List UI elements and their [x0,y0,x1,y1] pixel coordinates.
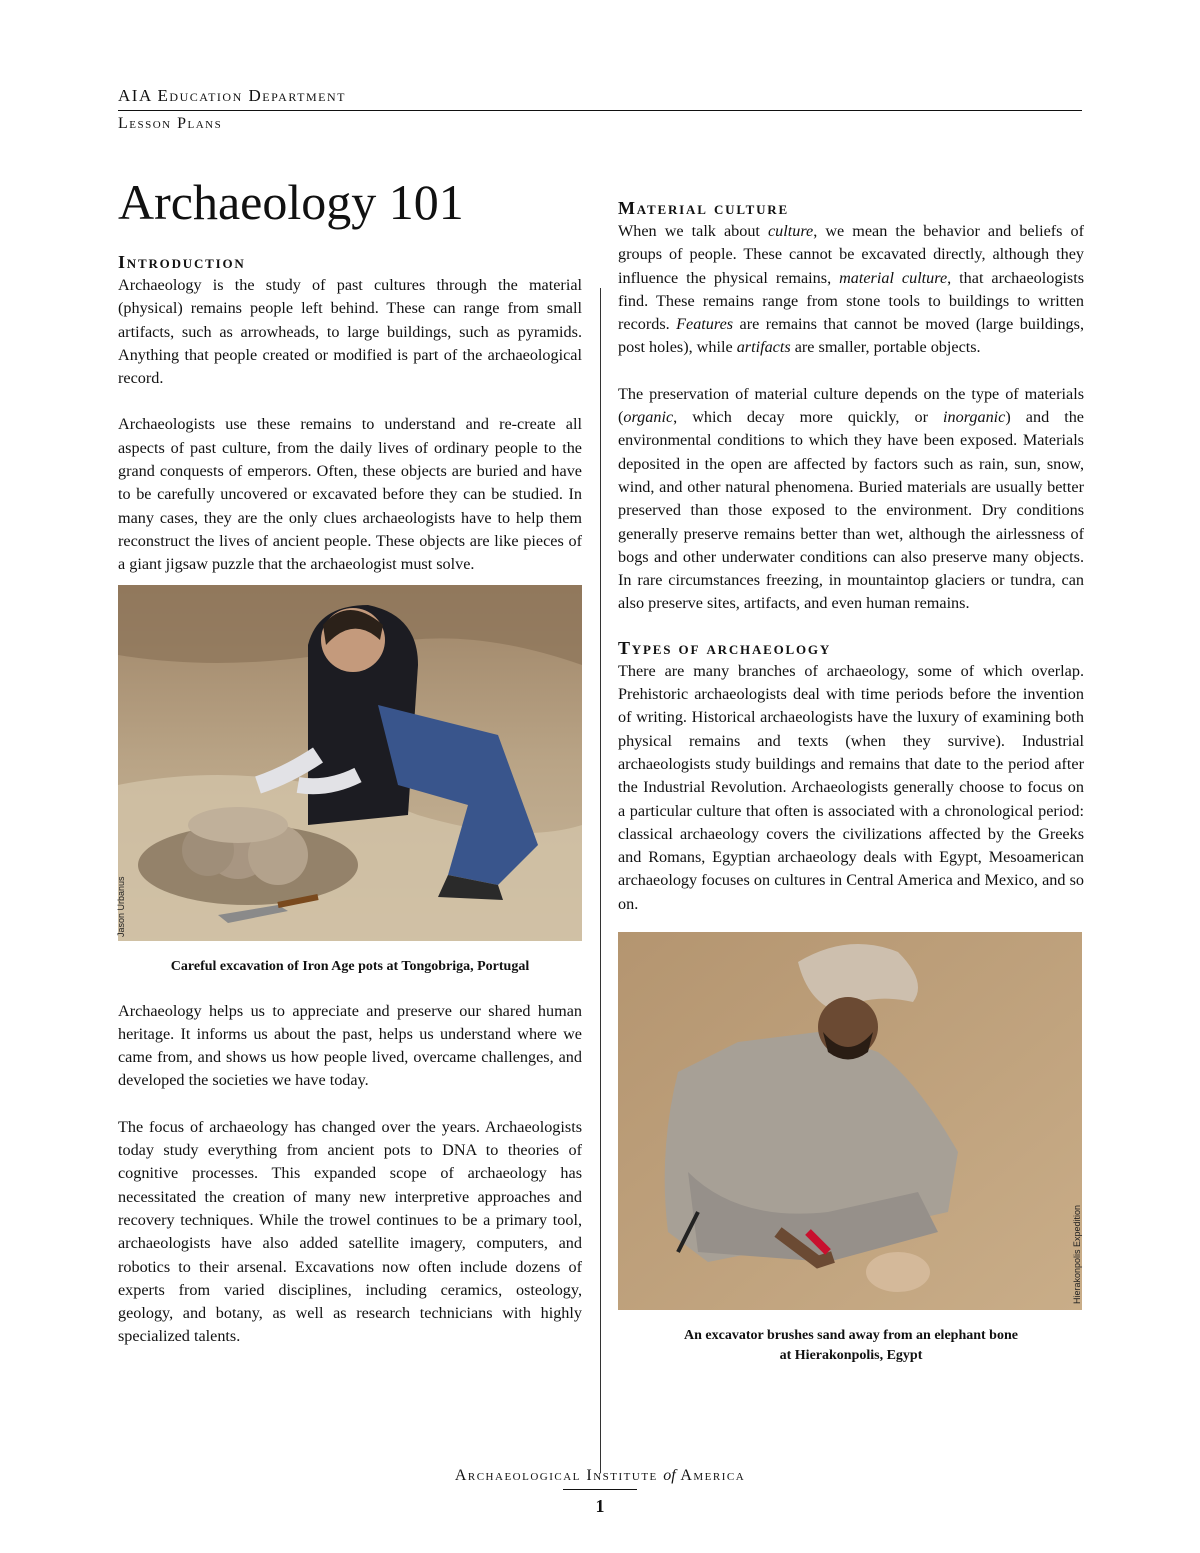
material-culture-paragraph-2: The preservation of material culture depends on the type of materials (organic, which decay more quickly, or inorganic) and the environmental conditions to which they have been exposed. Materials deposited in the open are affected by factors such as rain, sun, snow, wind, and other natural phenomena. Buried materials are usually better preserved than those exposed to the environment. Dry conditions generally preserve remains better than wet, although the airlessness of bogs and other underwater conditions can also preserve many objects. In rare circumstances freezing, in mountaintop glaciers or tundra, can also preserve sites, artifacts, and even human remains. [618,384,1084,613]
material-culture-heading: Material culture [618,198,789,218]
types-heading: Types of archaeology [618,637,832,658]
right-column [618,196,1084,1366]
photo-credit-2: Hierakonpolis Expedition [1072,1204,1082,1305]
section-label: Lesson Plans [118,115,223,132]
types-paragraph: There are many branches of archaeology, some of which overlap. Prehistoric archaeologists deal with time periods before the invention of writing. Historical archaeologists have the luxury of examining both physical remains and texts (when they survive). Industrial archaeologists study buildings and remains that date to the period after the Industrial Revolution. Archaeologists generally choose to focus on a particular culture that often is associated with a chronological period: classical archaeology covers the civilizations affected by the Greeks and Romans, Egyptian archaeology deals with Egypt, Mesoamerican archaeology focuses on cultures in Central America and Mexico, and so on. [618,661,1084,913]
left-column [118,172,582,1349]
introduction-paragraph-2: Archaeologists use these remains to understand and re-create all aspects of past culture, from the daily lives of ordinary people to the grand conquests of emperors. Often, these objects are buried and have to be carefully uncovered or excavated before they can be studied. In many cases, they are the only clues archaeologists have to help them reconstruct the lives of ancient people. These objects are like pieces of a giant jigsaw puzzle that the archaeologist must solve. [118,415,582,574]
page-footer [0,1467,1200,1517]
introduction-heading: Introduction [118,252,246,272]
photo-caption-2: An excavator brushes sand away from an elephant bone at Hierakonpolis, Egypt [684,1328,1018,1364]
left-paragraph-4: The focus of archaeology has changed over the years. Archaeologists today study everything from ancient pots to DNA to theories of cognitive processes. This expanded scope of archaeology has necessitated the creation of many new interpretive approaches and recovery techniques. While the trowel continues to be a primary tool, archaeologists have also added satellite imagery, computers, and robotics to their arsenal. Excavations now often include dozens of experts from varied disciplines, including ceramics, osteology, geology, and botany, as well as research technicians with highly specialized talents. [118,1117,582,1346]
excavator-illustration [618,932,1082,1310]
material-culture-paragraph-1: When we talk about culture, we mean the behavior and beliefs of groups of people. These cannot be excavated directly, although they influence the physical remains, material culture, that archaeologists find. These remains range from stone tools to buildings to written records. Features are remains that cannot be moved (large buildings, post holes), while artifacts are smaller, portable objects. [618,222,1085,357]
page-title: Archaeology 101 [118,174,464,230]
header-rule [118,110,1082,111]
page-header [118,86,1082,133]
excavation-photo [118,585,582,941]
excavator-photo [618,932,1082,1310]
photo-credit: Jason Urbanus [116,876,126,937]
photo-caption: Careful excavation of Iron Age pots at Tongobriga, Portugal [170,958,530,974]
left-paragraph-3: Archaeology helps us to appreciate and preserve our shared human heritage. It informs us about the past, helps us understand where we came from, and shows us how people lived, overcame challenges, and developed the societies we have today. [118,1001,582,1090]
excavation-illustration [118,585,582,941]
organization-name: Archaeological Institute of America [454,1467,746,1484]
column-divider [600,288,601,1473]
department-label: AIA Education Department [118,86,346,105]
footer-rule [563,1489,637,1490]
page-number: 1 [595,1496,605,1516]
introduction-paragraph-1: Archaeology is the study of past cultures through the material (physical) remains people left behind. These can range from small artifacts, such as arrowheads, to large buildings, such as pyramids. Anything that people created or modified is part of the archaeological record. [118,276,582,388]
